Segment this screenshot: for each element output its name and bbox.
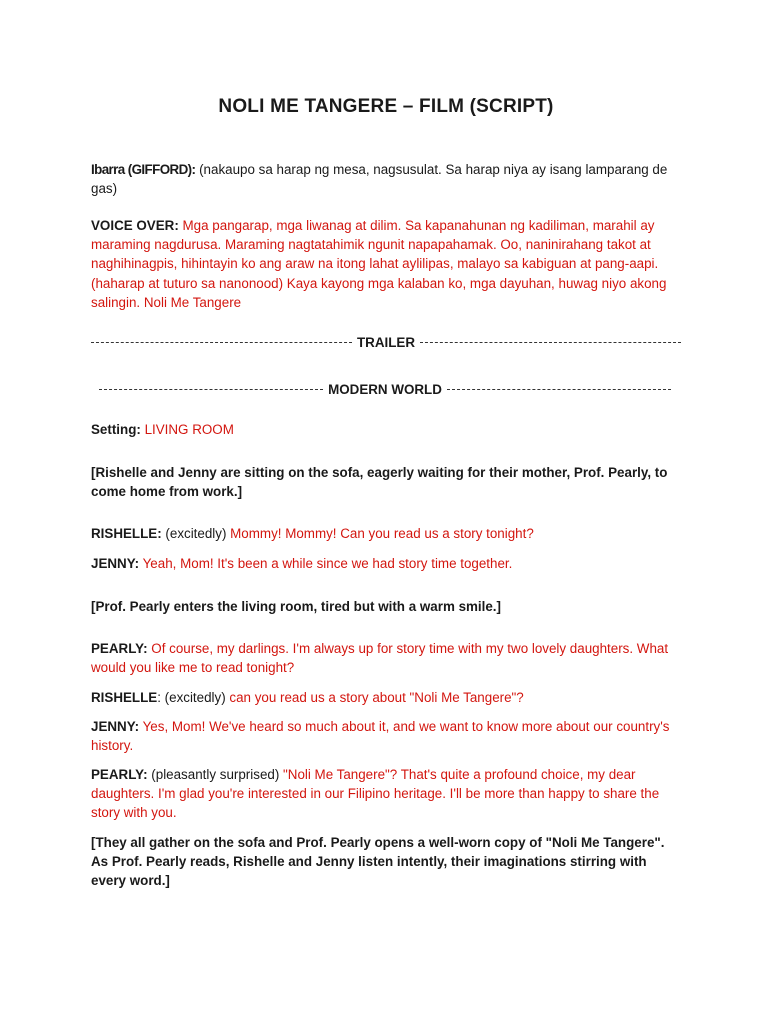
rishelle-line-1 — [91, 524, 681, 543]
speaker-ibarra: Ibarra (GIFFORD): — [91, 162, 196, 177]
jenny-line-2 — [91, 717, 681, 755]
page-title: NOLI ME TANGERE – FILM (SCRIPT) — [218, 96, 554, 117]
rishelle-direction: (excitedly) — [161, 526, 227, 541]
speaker-pearly: PEARLY: — [91, 641, 148, 656]
ibarra-direction: (nakaupo sa harap ng mesa, nagsusulat. Sa harap niya ay isang lamparang de gas) — [91, 162, 668, 197]
ibarra-line — [91, 160, 681, 198]
voice-over-dialogue: Mga pangarap, mga liwanag at dilim. Sa kapanahunan ng kadiliman, marahil ay maraming nagdurusa. Maraming nagtatahimik ngunit napapahamak. Oo, naninirahang takot at naghihinagpis, hihintayin ko ang araw na itong lahat aylilipas, malayo sa kabiguan at pang-aapi. (haharap at tuturo sa nanonood) Kaya kayong mga kalaban ko, mga dayuhan, huwag niyo akong salingin. Noli Me Tangere — [91, 218, 667, 310]
speaker-voice-over: VOICE OVER: — [91, 218, 179, 233]
modern-world-divider — [99, 380, 671, 399]
divider-dash-right — [420, 342, 681, 343]
voice-over-line — [91, 216, 681, 312]
setting-value: LIVING ROOM — [140, 422, 234, 437]
setting-label: Setting: — [91, 422, 141, 437]
setting-line — [91, 420, 681, 439]
divider-dash-left — [99, 389, 323, 390]
modern-world-label: MODERN WORLD — [328, 382, 442, 397]
divider-dash-right — [447, 389, 671, 390]
divider-dash-left — [91, 342, 352, 343]
stage-direction-3: [They all gather on the sofa and Prof. Pearly opens a well-worn copy of "Noli Me Tangere". As Prof. Pearly reads, Rishelle and Jenny listen intently, their imaginations stirring with every word.] — [91, 835, 665, 889]
speaker-rishelle: RISHELLE — [91, 690, 158, 705]
rishelle-direction: : (excitedly) — [157, 690, 226, 705]
rishelle-dialogue: can you read us a story about "Noli Me Tangere"? — [225, 690, 524, 705]
pearly-dialogue: Of course, my darlings. I'm always up for story time with my two lovely daughters. What would you like me to read tonight? — [91, 641, 669, 676]
stage-direction-1: [Rishelle and Jenny are sitting on the sofa, eagerly waiting for their mother, Prof. Pearly, to come home from work.] — [91, 465, 668, 500]
pearly-line-1 — [91, 639, 681, 677]
speaker-jenny: JENNY: — [91, 719, 140, 734]
trailer-divider — [91, 333, 681, 352]
speaker-pearly: PEARLY: — [91, 767, 148, 782]
rishelle-line-2 — [91, 688, 681, 707]
rishelle-dialogue: Mommy! Mommy! Can you read us a story tonight? — [226, 526, 534, 541]
pearly-direction: (pleasantly surprised) — [147, 767, 280, 782]
speaker-jenny: JENNY: — [91, 556, 140, 571]
trailer-label: TRAILER — [356, 335, 416, 350]
jenny-dialogue: Yes, Mom! We've heard so much about it, and we want to know more about our country's history. — [91, 719, 670, 754]
speaker-rishelle: RISHELLE: — [91, 526, 162, 541]
stage-direction-2: [Prof. Pearly enters the living room, tired but with a warm smile.] — [91, 599, 501, 614]
jenny-dialogue: Yeah, Mom! It's been a while since we had story time together. — [139, 556, 513, 571]
jenny-line-1 — [91, 554, 681, 573]
pearly-dialogue: "Noli Me Tangere"? That's quite a profound choice, my dear daughters. I'm glad you're interested in our Filipino heritage. I'll be more than happy to share the story with you. — [91, 767, 660, 821]
pearly-line-2 — [91, 765, 681, 823]
